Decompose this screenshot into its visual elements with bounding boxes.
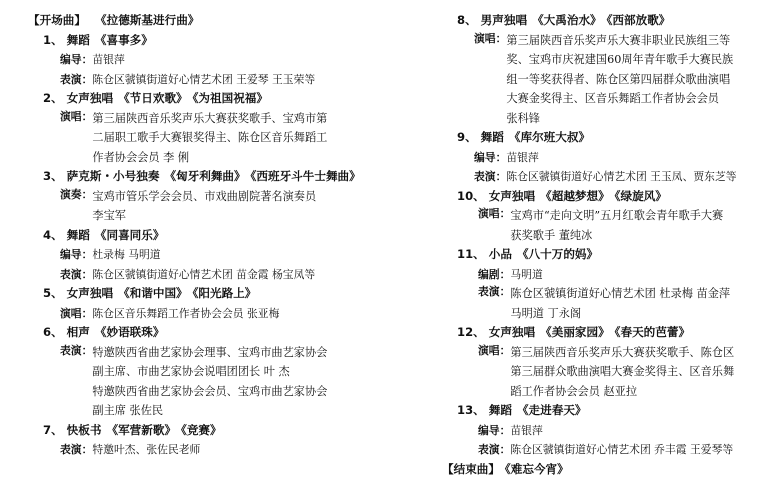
detail-text-line: 第三届陕西音乐奖声乐大赛获奖歌手、陈仓区 (510, 345, 735, 359)
opening-label: 【开场曲】 (28, 13, 86, 27)
program-item (442, 11, 757, 128)
item-header (28, 284, 380, 304)
program-item (28, 167, 380, 226)
detail-text: 陈仓区音乐舞蹈工作者协会会员 张亚梅 (92, 306, 280, 320)
item-work-title: 《阳光路上》 (192, 286, 257, 300)
item-header (28, 167, 380, 187)
item-work-title: 《大禹治水》 (532, 13, 602, 27)
detail-role: 演唱： (474, 31, 507, 45)
detail-text-line: 组一等奖获得者、陈仓区第四届群众歌曲演唱 (506, 72, 731, 86)
detail-role: 演唱： (60, 306, 93, 320)
item-number: 12、 (457, 325, 485, 339)
item-detail (442, 284, 757, 323)
item-type: 舞蹈 (66, 227, 90, 242)
detail-role: 编导： (478, 423, 511, 437)
item-number: 5、 (43, 286, 63, 300)
item-work-title: 《八十万的妈》 (516, 247, 599, 261)
item-work-title: 《竞赛》 (181, 422, 222, 437)
item-detail (28, 245, 380, 265)
detail-text-line: 副主席 张佐民 (92, 404, 164, 417)
detail-role: 编导： (474, 150, 507, 164)
closing-song (442, 460, 757, 480)
item-work-title: 《节日欢歌》 (118, 91, 188, 105)
program-item (28, 284, 380, 323)
item-work-title: 《喜事多》 (94, 32, 153, 47)
detail-text-line: 张科锋 (506, 111, 540, 125)
detail-role: 编导： (60, 53, 93, 66)
detail-text: 陈仓区虢镇街道好心情艺术团 苗金霞 杨宝凤等 (92, 267, 316, 281)
item-number: 9、 (457, 130, 477, 144)
item-work-title: 《妙语联珠》 (94, 325, 165, 339)
detail-text-line: 二届职工歌手大赛银奖得主、陈仓区音乐舞蹈工 (92, 131, 328, 144)
detail-text-line: 第三届陕西音乐奖声乐大赛非职业民族组三等 (506, 33, 731, 47)
detail-text-block (92, 343, 327, 421)
item-number: 3、 (43, 169, 63, 183)
program-item (28, 31, 380, 90)
item-work-title: 《春天的芭蕾》 (614, 325, 691, 339)
item-type: 女声独唱 (66, 286, 114, 300)
detail-text-line: 作者协会会员 李 俐 (92, 150, 190, 164)
detail-text-line: 获奖歌手 董纯冰 (510, 228, 593, 242)
detail-text-line: 宝鸡市“走向文明”五月红歌会青年歌手大赛 (510, 209, 724, 222)
detail-role: 表演： (478, 443, 511, 456)
detail-role: 演唱： (478, 207, 511, 220)
item-type: 女声独唱 (66, 91, 114, 105)
detail-text-line: 宝鸡市管乐学会会员、市戏曲剧院著名演奏员 (92, 189, 317, 203)
item-type: 快板书 (66, 422, 102, 437)
item-work-title: 《美丽家园》 (540, 325, 610, 339)
item-type: 女声独唱 (488, 325, 536, 339)
item-header (28, 89, 380, 109)
detail-text: 陈仓区虢镇街道好心情艺术团 王玉凤、贾东芝等 (506, 170, 737, 183)
item-number: 1、 (43, 32, 63, 47)
detail-text: 陈仓区虢镇街道好心情艺术团 王爱琴 王玉荣等 (92, 72, 316, 86)
item-detail (442, 31, 757, 129)
item-number: 7、 (43, 422, 63, 437)
item-type: 舞蹈 (66, 32, 90, 47)
item-number: 6、 (43, 325, 63, 339)
detail-text-block (92, 109, 327, 168)
detail-text-line: 副主席、市曲艺家协会说唱团团长 叶 杰 (92, 365, 290, 378)
program-item (442, 245, 757, 323)
program-right-column (442, 11, 757, 479)
detail-text-block (92, 187, 316, 226)
detail-text-line: 特邀陕西省曲艺家协会理事、宝鸡市曲艺家协会 (92, 345, 328, 359)
item-number: 8、 (457, 13, 477, 27)
item-detail (442, 167, 757, 187)
item-work-title: 《为祖国祝福》 (192, 91, 268, 105)
item-header (442, 245, 757, 265)
item-work-title: 《走进春天》 (516, 403, 587, 417)
detail-role: 表演： (60, 443, 93, 456)
item-work-title: 《同喜同乐》 (94, 227, 165, 242)
detail-role: 表演： (60, 267, 93, 281)
item-detail (28, 109, 380, 168)
item-detail (442, 440, 757, 460)
item-number: 4、 (43, 227, 63, 242)
detail-role: 演唱： (60, 109, 93, 123)
item-work-title: 《超越梦想》 (540, 188, 610, 203)
item-detail (28, 440, 380, 460)
closing-label: 【结束曲】 (442, 461, 500, 476)
opening-work: 《拉德斯基进行曲》 (95, 13, 200, 27)
item-work-title: 《绿旋风》 (614, 188, 667, 203)
detail-text: 苗银萍 (510, 423, 543, 437)
detail-text: 苗银萍 (506, 150, 539, 164)
program-item (442, 128, 757, 187)
item-work-title: 《军营新歌》 (106, 422, 177, 437)
program-item (28, 421, 380, 460)
item-work-title: 《和谐中国》 (118, 286, 188, 300)
detail-text-line: 马明道 丁永阁 (510, 306, 582, 320)
item-number: 11、 (457, 247, 485, 261)
closing-work: 《难忘今宵》 (504, 461, 569, 476)
detail-role: 演唱： (478, 343, 511, 357)
item-type: 相声 (66, 325, 90, 339)
detail-text-line: 李宝军 (92, 209, 126, 222)
detail-role: 表演： (474, 170, 507, 183)
item-detail (442, 148, 757, 168)
item-header (28, 31, 380, 51)
item-header (442, 128, 757, 148)
item-detail (28, 70, 380, 90)
detail-text-block (510, 284, 730, 323)
program-item (28, 89, 380, 167)
program-item (442, 401, 757, 460)
item-type: 舞蹈 (488, 403, 512, 417)
detail-text-line: 蹈工作者协会会员 赵亚拉 (510, 384, 638, 398)
item-detail (28, 265, 380, 285)
item-header (442, 323, 757, 343)
item-type: 小品 (488, 247, 512, 261)
item-header (442, 11, 757, 31)
detail-text-line: 第三届群众歌曲演唱大赛金奖得主、区音乐舞 (510, 365, 735, 378)
item-number: 10、 (457, 188, 485, 203)
item-detail (442, 265, 757, 285)
detail-text-line: 第三届陕西音乐奖声乐大赛获奖歌手、宝鸡市第 (92, 111, 328, 125)
item-type: 舞蹈 (480, 130, 504, 144)
item-detail (442, 421, 757, 441)
detail-text-block (510, 343, 734, 402)
detail-text: 苗银萍 (92, 53, 125, 66)
item-number: 2、 (43, 91, 63, 105)
detail-text-line: 大赛金奖得主、区音乐舞蹈工作者协会会员 (506, 92, 719, 105)
item-detail (28, 343, 380, 421)
item-header (28, 323, 380, 343)
program-item (28, 226, 380, 285)
detail-text-line: 特邀陕西省曲艺家协会会员、宝鸡市曲艺家协会 (92, 384, 328, 398)
detail-text: 特邀叶杰、张佐民老师 (92, 443, 201, 456)
item-work-title: 《西部放歌》 (606, 13, 671, 27)
detail-text: 杜录梅 马明道 (92, 248, 161, 261)
item-work-title: 《库尔班大叔》 (508, 130, 591, 144)
detail-text-block (510, 206, 723, 245)
item-type: 男声独唱 (480, 13, 528, 27)
item-detail (28, 50, 380, 70)
detail-role: 编剧： (478, 267, 511, 281)
item-detail (442, 343, 757, 402)
item-number: 13、 (457, 403, 485, 417)
item-detail (442, 206, 757, 245)
item-type: 萨克斯・小号独奏 (66, 169, 160, 183)
program-item (28, 323, 380, 421)
detail-role: 编导： (60, 248, 93, 261)
program-item (442, 323, 757, 401)
item-header (442, 187, 757, 207)
item-work-title: 《匈牙利舞曲》 (164, 169, 246, 183)
detail-text: 陈仓区虢镇街道好心情艺术团 乔丰霞 王爱琴等 (510, 443, 734, 456)
item-detail (28, 304, 380, 324)
detail-role: 演奏： (60, 187, 93, 201)
detail-text-line: 奖、宝鸡市庆祝建国60周年青年歌手大赛民族 (506, 53, 734, 66)
detail-text: 马明道 (510, 267, 543, 281)
detail-role: 表演： (60, 72, 93, 86)
detail-text-line: 陈仓区虢镇街道好心情艺术团 杜录梅 苗金萍 (510, 287, 731, 300)
detail-text-block (506, 31, 733, 129)
detail-role: 表演： (60, 343, 93, 357)
item-type: 女声独唱 (488, 188, 536, 203)
item-detail (28, 187, 380, 226)
item-header (28, 226, 380, 246)
item-header (442, 401, 757, 421)
program-left-column (28, 11, 380, 460)
opening-song (28, 11, 380, 31)
item-work-title: 《西班牙斗牛士舞曲》 (250, 169, 361, 183)
program-item (442, 187, 757, 246)
detail-role: 表演： (478, 285, 511, 298)
item-header (28, 421, 380, 441)
